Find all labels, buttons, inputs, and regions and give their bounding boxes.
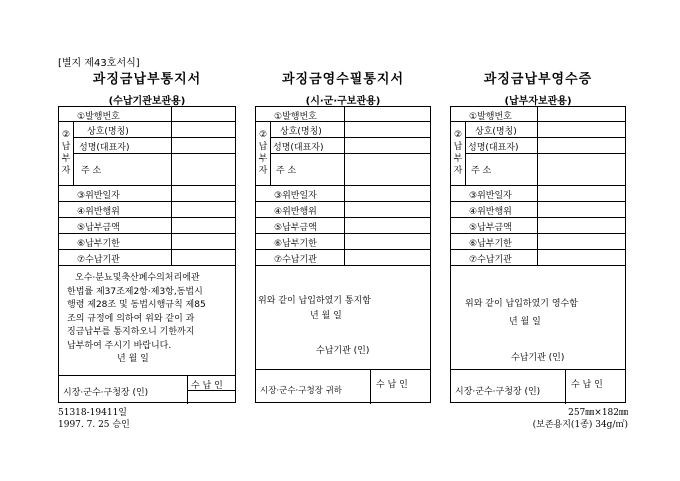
form-title: 과징금영수필통지서 (281, 72, 405, 87)
payment-deadline-label: ⑥납부기한 (274, 239, 317, 249)
violation-act-label: ④위반행위 (77, 207, 120, 217)
date-line: 년 월 일 (117, 354, 149, 364)
body-line: 징금납부를 통지하오니 기한까지 (67, 327, 195, 337)
paper-size: 257㎜×182㎜ (568, 408, 628, 418)
payer-side-label: ② 납 부 자 (453, 130, 463, 176)
trade-name-label: 상호(명칭) (280, 127, 322, 137)
form-subtitle: (시·군·구보관용) (305, 96, 381, 107)
signer-line: 시장·군수·구청장 (인) (63, 388, 149, 398)
address-label: 주 소 (81, 166, 102, 176)
approval-date: 1997. 7. 25 승인 (58, 420, 130, 430)
issue-number-label: ①발행번호 (274, 112, 317, 122)
address-label: 주 소 (471, 166, 492, 176)
body-line: 납부하여 주시기 바랍니다. (67, 340, 172, 351)
document-number: 51318-19411일 (58, 408, 127, 418)
violation-act-label: ④위반행위 (469, 207, 512, 217)
payment-deadline-label: ⑥납부기한 (77, 239, 120, 249)
representative-label: 성명(대표자) (79, 143, 130, 153)
form-panel-notice (58, 106, 236, 403)
paper-spec: (보존용지(1종) 34g/㎡) (532, 420, 628, 430)
trade-name-label: 상호(명칭) (475, 127, 517, 137)
violation-date-label: ③위반일자 (469, 191, 512, 201)
body-line: 한법률 제37조제2항·제3항,동법시 (67, 286, 203, 297)
payment-amount-label: ⑤납부금액 (274, 223, 317, 233)
issue-number-label: ①발행번호 (77, 112, 120, 122)
payment-amount-label: ⑤납부금액 (77, 223, 120, 233)
date-line: 년 월 일 (310, 311, 342, 321)
issue-number-label: ①발행번호 (469, 112, 512, 122)
receiving-agency-label: ⑦수납기관 (469, 255, 512, 265)
form-subtitle: (수납기관보관용) (108, 96, 186, 107)
notice-body (67, 272, 206, 353)
receipt-statement: 위와 같이 납입하였기 통지함 (258, 296, 371, 306)
body-line: 행령 제28조 및 동법시행규칙 제85 (67, 300, 206, 310)
receipt-statement: 위와 같이 납입하였기 영수함 (465, 299, 578, 309)
payment-amount-label: ⑤납부금액 (469, 223, 512, 233)
stamp-label: 수 납 인 (376, 380, 408, 390)
stamp-label: 수 납 인 (571, 380, 603, 390)
form-subtitle: (납부자보관용) (504, 96, 572, 107)
violation-act-label: ④위반행위 (274, 207, 317, 217)
body-line: 조의 규정에 의하여 위와 같이 과 (67, 313, 195, 324)
address-label: 주 소 (276, 166, 297, 176)
violation-date-label: ③위반일자 (274, 191, 317, 201)
stamp-label: 수 납 인 (191, 381, 223, 391)
receiving-agency-label: ⑦수납기관 (77, 255, 120, 265)
form-panel-receipt-notice (255, 106, 431, 403)
body-line: 오수·분뇨및축산폐수의처리에관 (75, 273, 200, 283)
payer-side-label: ② 납 부 자 (61, 130, 71, 176)
date-line: 년 월 일 (509, 317, 541, 327)
form-tag: [별지 제43호서식] (58, 58, 140, 69)
trade-name-label: 상호(명칭) (87, 127, 129, 137)
form-title: 과징금납부통지서 (92, 72, 202, 87)
payer-side-label: ② 납 부 자 (258, 130, 268, 176)
payment-deadline-label: ⑥납부기한 (469, 239, 512, 249)
agency-line: 수납기관 (인) (511, 353, 565, 363)
representative-label: 성명(대표자) (468, 143, 519, 153)
signer-line: 시장·군수·구청장 귀하 (260, 386, 343, 396)
form-title: 과징금납부영수증 (483, 72, 593, 87)
receiving-agency-label: ⑦수납기관 (274, 255, 317, 265)
form-panel-receipt (450, 106, 626, 403)
signer-line: 시장·군수·구청장 (인) (455, 387, 541, 397)
agency-line: 수납기관 (인) (316, 346, 370, 356)
representative-label: 성명(대표자) (273, 143, 324, 153)
violation-date-label: ③위반일자 (77, 191, 120, 201)
